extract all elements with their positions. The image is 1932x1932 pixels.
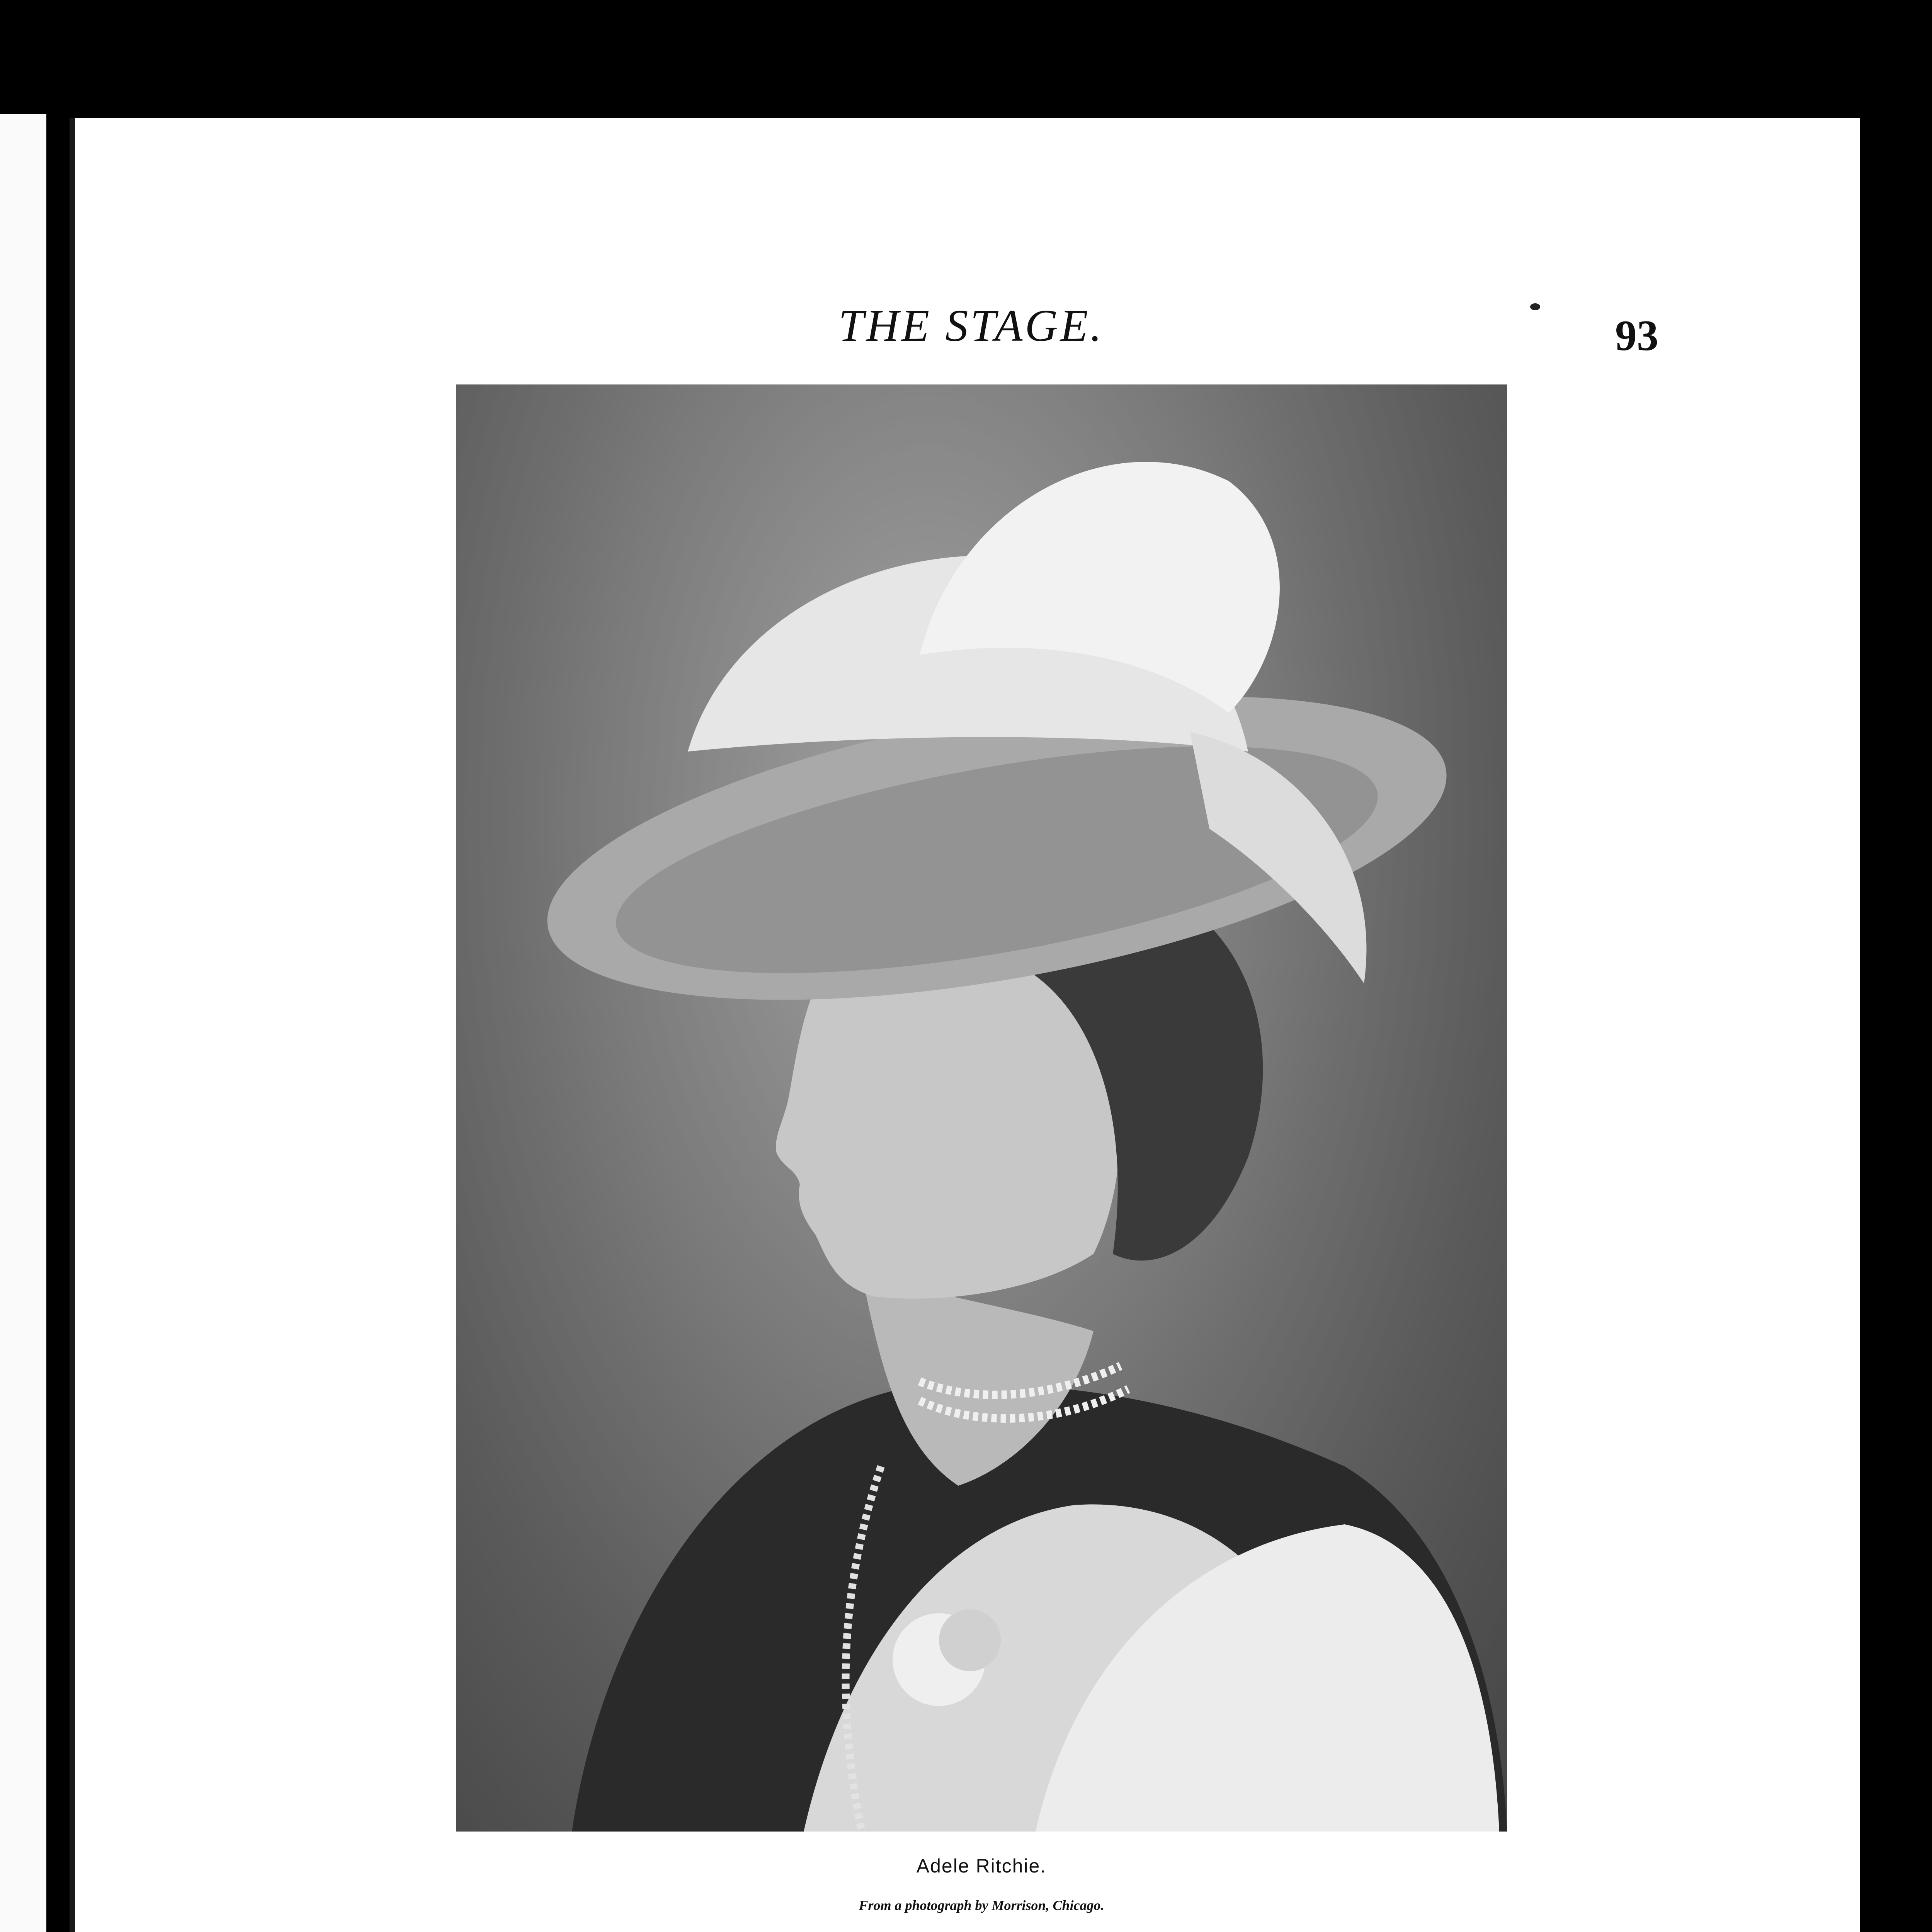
left-page-edge <box>0 114 46 1932</box>
running-head: THE STAGE. <box>838 300 1104 351</box>
photo-caption: Adele Ritchie. <box>916 1855 1047 1877</box>
page-number: 93 <box>1615 312 1658 360</box>
portrait-photograph <box>456 384 1507 1832</box>
photo-credit: From a photograph by Morrison, Chicago. <box>859 1898 1104 1913</box>
portrait-illustration <box>456 384 1507 1832</box>
ink-speck <box>1530 303 1540 310</box>
